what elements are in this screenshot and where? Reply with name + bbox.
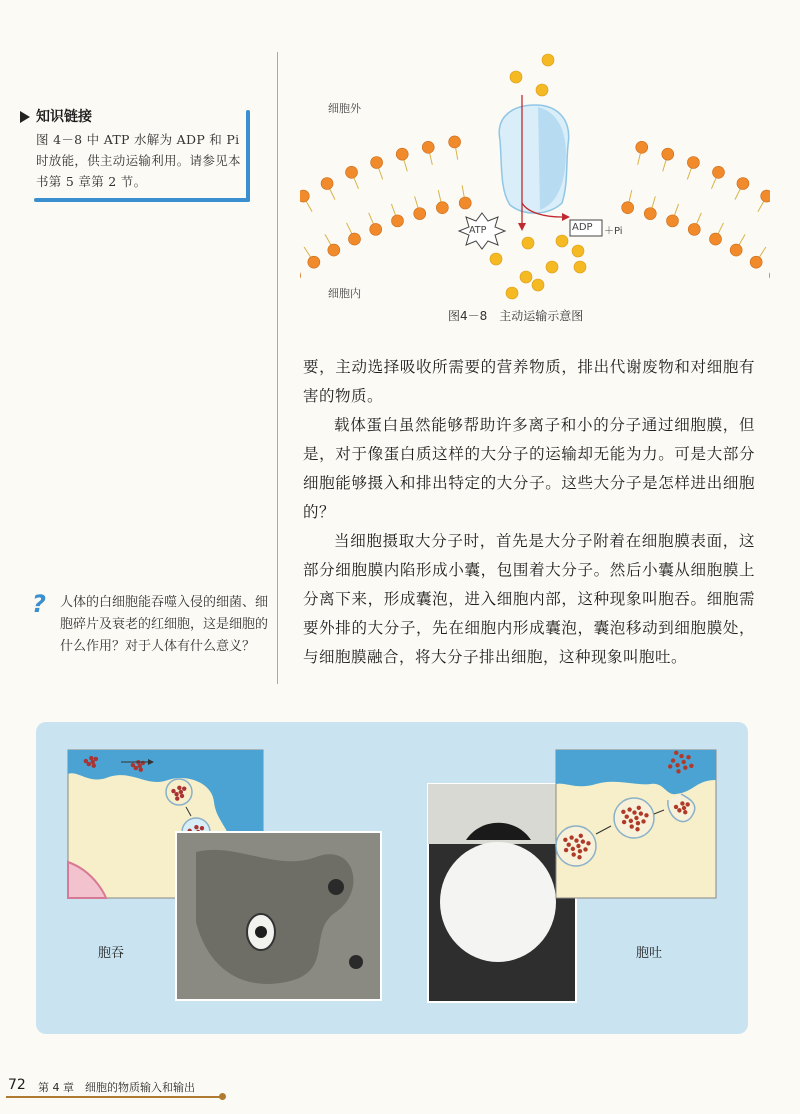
outside-cell-label: 细胞外 xyxy=(328,102,361,115)
box-border-right xyxy=(246,110,250,202)
carrier-protein-icon xyxy=(499,105,568,213)
chapter-title: 第 4 章 细胞的物质输入和输出 xyxy=(38,1081,195,1094)
paragraph-continuation: 要，主动选择吸收所需要的营养物质，排出代谢废物和对细胞有害的物质。 xyxy=(303,358,755,405)
knowledge-link-box xyxy=(20,104,250,202)
pi-label: ＋Pi xyxy=(604,226,623,237)
column-divider xyxy=(277,52,278,684)
box-border-bottom xyxy=(34,198,250,202)
inside-cell-label: 细胞内 xyxy=(328,287,361,300)
membrane-diagram xyxy=(300,45,770,300)
atp-label: ATP xyxy=(469,225,487,236)
triangle-bullet-icon xyxy=(20,111,30,123)
adp-label: ADP xyxy=(572,222,593,233)
question-mark-icon: ? xyxy=(32,590,46,618)
page-footer xyxy=(0,1074,800,1114)
exocytosis-label: 胞吐 xyxy=(636,946,663,961)
exocytosis-diagram-icon xyxy=(556,750,716,898)
paragraph-macromolecules: 载体蛋白虽然能够帮助许多离子和小的分子通过细胞膜，但是，对于像蛋白质这样的大分子的运输却无能为力。可是大部分细胞能够摄入和排出特定的大分子。这些大分子是怎样进出细胞的？ xyxy=(303,416,755,521)
endocytosis-label: 胞吞 xyxy=(98,946,125,961)
main-text xyxy=(303,353,755,672)
footer-dot xyxy=(219,1093,226,1100)
page-number: 72 xyxy=(8,1077,26,1093)
figure-active-transport xyxy=(300,45,770,335)
knowledge-link-text: 图 4－8 中 ATP 水解为 ADP 和 Pi 时放能，供主动运输利用。请参见本书第 5 章第 2 节。 xyxy=(36,132,241,189)
question-text: 人体的白细胞能吞噬入侵的细菌、细胞碎片及衰老的红细胞，这是细胞的什么作用？对于人体有什么意义？ xyxy=(60,595,269,654)
endocytosis-exocytosis-panel xyxy=(36,722,748,1034)
knowledge-link-title: 知识链接 xyxy=(36,109,92,125)
figure-caption: 图4－8 主动运输示意图 xyxy=(448,309,584,323)
footer-rule xyxy=(6,1096,221,1098)
paragraph-endocytosis-exocytosis: 当细胞摄取大分子时，首先是大分子附着在细胞膜表面，这部分细胞膜内陷形成小囊，包围着大分子。然后小囊从细胞膜上分离下来，形成囊泡，进入细胞内部，这种现象叫胞吞。细胞需要外排的大分子，先在细胞内形成囊泡，囊泡移动到细胞膜处，与细胞膜融合，将大分子排出细胞，这种现象叫胞吐。 xyxy=(303,532,755,666)
panel-illustrations xyxy=(36,722,748,1034)
